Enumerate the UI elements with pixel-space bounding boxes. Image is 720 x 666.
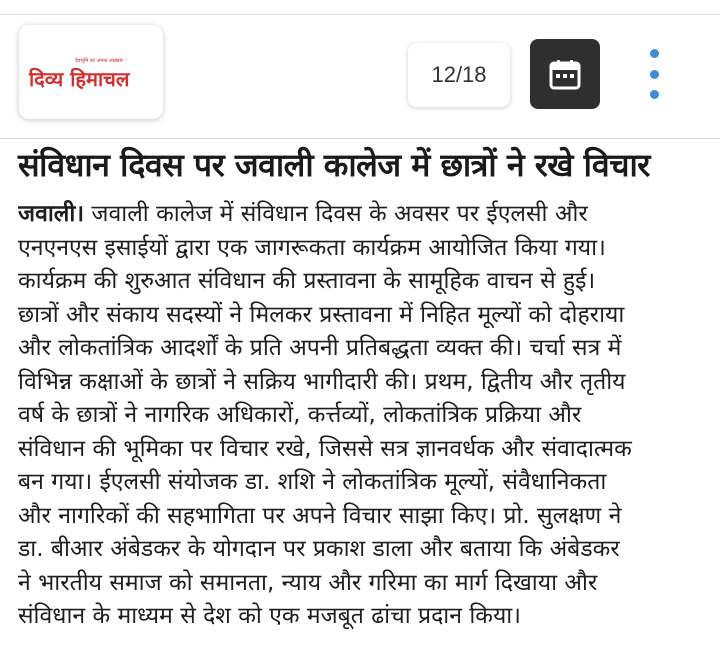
status-strip (0, 0, 720, 15)
app-header (0, 15, 720, 139)
calendar-icon (548, 57, 582, 91)
more-options-button[interactable] (640, 49, 668, 99)
article-line (18, 198, 718, 232)
article-line: संविधान के माध्यम से देश को एक मजबूत ढांचा प्रदान किया। (18, 603, 521, 629)
article-line: विभिन्न कक्षाओं के छात्रों ने सक्रिय भागीदारी की। प्रथम, द्वितीय और तृतीय (18, 368, 626, 395)
more-vertical-icon-dot (650, 49, 659, 58)
article-line: संविधान की भूमिका पर विचार रखे, जिससे सत्र ज्ञानवर्धक और संवादात्मक (18, 435, 632, 462)
article-line: और नागरिकों की सहभागिता पर अपने विचार साझा किए। प्रो. सुलक्षण ने (18, 502, 622, 529)
article-line: कार्यक्रम की शुरुआत संविधान की प्रस्तावना के सामूहिक वाचन से हुई। (18, 268, 596, 294)
article-line: बन गया। ईएलसी संयोजक डा. शशि ने लोकतांत्रिक मूल्यों, संवैधानिकता (18, 469, 607, 495)
logo-name: दिव्य हिमाचल (29, 67, 130, 91)
article-line: डा. बीआर अंबेडकर के योगदान पर प्रकाश डाला और बताया कि अंबेडकर (18, 536, 620, 562)
more-vertical-icon-dot (650, 70, 659, 79)
article-line: और लोकतांत्रिक आदर्शों के प्रति अपनी प्रतिबद्धता व्यक्त की। चर्चा सत्र में (18, 335, 622, 361)
article-line: छात्रों और संकाय सदस्यों ने मिलकर प्रस्तावना में निहित मूल्यों को दोहराया (18, 301, 625, 328)
header-divider (0, 138, 720, 139)
page-indicator[interactable]: 12/18 (408, 43, 510, 107)
logo-tagline: देवभूमि का अपना अख़बार (75, 58, 123, 64)
newspaper-logo[interactable] (19, 25, 163, 119)
article-line: ने भारतीय समाज को समानता, न्याय और गरिमा का मार्ग दिखाया और (18, 569, 598, 596)
article-dateline: जवाली। (18, 201, 85, 227)
more-vertical-icon-dot (650, 90, 659, 99)
article-line: वर्ष के छात्रों ने नागरिक अधिकारों, कर्त्तव्यों, लोकतांत्रिक प्रक्रिया और (18, 402, 582, 428)
article-headline: संविधान दिवस पर जवाली कालेज में छात्रों ने रखे विचार (18, 146, 650, 184)
article-line-text: जवाली कालेज में संविधान दिवस के अवसर पर ईएलसी और (84, 201, 588, 227)
article-body (18, 198, 718, 634)
article-line: एनएनएस इसाईयों द्वारा एक जागरूकता कार्यक्रम आयोजित किया गया। (18, 234, 606, 261)
calendar-button[interactable] (530, 39, 600, 109)
